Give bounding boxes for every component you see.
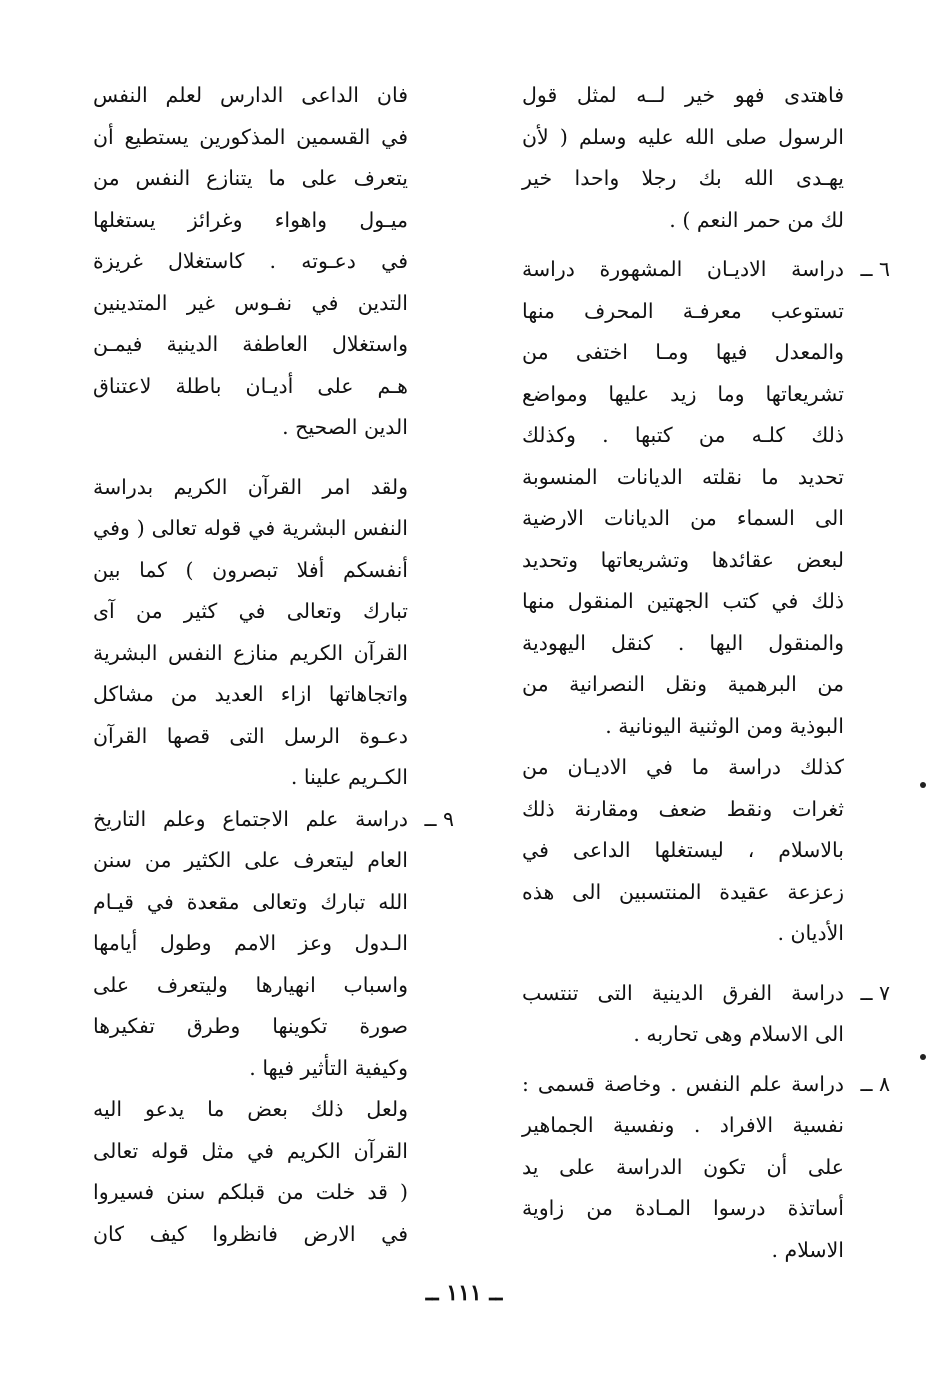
text-line xyxy=(522,973,890,1015)
paragraph-continuation xyxy=(522,75,844,241)
text-line: لك من حمر النعم ) . xyxy=(669,207,844,232)
text-line: القرآن الكريم منازع النفس البشرية xyxy=(93,640,408,665)
text-line: ذلك كلـه من كتبها . وكذلك xyxy=(522,423,844,447)
text-line: والمنقول اليها . كنقل اليهودية xyxy=(522,630,844,655)
paragraph xyxy=(93,1089,454,1255)
item-number: ٩ ــ xyxy=(424,806,454,831)
text-line: الاسلام . xyxy=(771,1237,844,1262)
margin-mark xyxy=(920,1054,926,1060)
text-line xyxy=(522,1064,890,1106)
text-line: نفسية الافراد . ونفسية الجماهير xyxy=(522,1113,844,1137)
text-line: يهـدى الله بك رجلا واحدا خير xyxy=(522,166,844,190)
text-line: تستوعب معرفـة المحرف منها xyxy=(522,298,844,323)
text-line xyxy=(522,249,890,291)
text-line: الله تبارك وتعالى مقعدة في قيـام xyxy=(93,889,408,914)
text-line: يتعرف على ما يتنازع النفس من xyxy=(93,166,408,190)
paragraph xyxy=(93,75,408,449)
text-line: الـدول وعز الامم وطول أيامها xyxy=(93,931,408,955)
text-line: ولعل ذلك بعض ما يدعو اليه xyxy=(93,1097,408,1121)
text-line: زعزعة عقيدة المنتسبين الى هذه xyxy=(522,879,844,904)
text-line: ولقد امر القرآن الكريم بدراسة xyxy=(93,474,408,499)
text-line: البوذية ومن الوثنية اليونانية . xyxy=(605,713,844,738)
text-line: العام ليتعرف على الكثير من سنن xyxy=(93,848,408,872)
text-line: تشريعاتها وما زيد عليها ومواضع xyxy=(522,381,844,406)
right-column xyxy=(522,75,890,1271)
text-line: الى الاسلام وهى تحاربه . xyxy=(633,1022,844,1046)
text-line: فاهتدى فهو خير لــه لمثل قول xyxy=(522,83,844,107)
text-line: ميـول واهواء وغرائز يستغلها xyxy=(93,207,408,232)
item-number: ٦ ــ xyxy=(860,257,890,281)
list-item-7 xyxy=(522,973,890,1056)
text-line-content: دراسة الاديـان المشهورة دراسة xyxy=(522,257,844,281)
text-line: في القسمين المذكورين يستطيع أن xyxy=(93,124,408,149)
text-line: التدين في نفـوس غير المتدينين xyxy=(93,290,408,315)
text-line: في دعـوته . كاستغلال غريزة xyxy=(93,249,408,273)
text-line: النفس البشرية في قوله تعالى ( وفي xyxy=(93,516,408,540)
item-number: ٨ ــ xyxy=(860,1071,890,1096)
text-line: ثغرات ونقط ضعف ومقارنة ذلك xyxy=(522,796,844,821)
text-line: من البرهمية ونقل النصرانية من xyxy=(522,672,844,696)
text-line: أساتذة درسوا المـادة من زاوية xyxy=(522,1196,844,1220)
list-item-6 xyxy=(522,249,890,955)
text-line xyxy=(93,799,454,841)
text-line-content: دراسة علم النفس . وخاصة قسمى : xyxy=(522,1071,844,1096)
margin-mark xyxy=(920,782,926,788)
text-line-content: دراسة الفرق الدينية التى تنتسب xyxy=(522,980,844,1005)
text-line: على أن تكون الدراسة على يد xyxy=(522,1154,844,1179)
text-line: صورة تكوينها وطرق تفكيرها xyxy=(93,1014,408,1038)
text-line: في الارض فانظروا كيف كان xyxy=(93,1221,408,1246)
text-line-content: دراسة علم الاجتماع وعلم التاريخ xyxy=(93,806,408,831)
text-line: بالاسلام ، ليستغلها الداعى في xyxy=(522,838,844,862)
text-line: واسباب انهيارها وليتعرف على xyxy=(93,972,408,997)
text-line: الأديان . xyxy=(777,921,844,945)
text-line: القرآن الكريم في مثل قوله تعالى xyxy=(93,1138,408,1163)
item-number: ٧ ــ xyxy=(860,980,890,1005)
text-line: تحديد ما نقلته الديانات المنسوبة xyxy=(522,464,844,489)
text-line: وكيفية التأثير فيها . xyxy=(249,1055,408,1080)
paragraph xyxy=(93,467,408,799)
text-line: والمعدل فيها ومـا اختفى من xyxy=(522,340,844,364)
text-line: دعـوة الرسل التى قصها القرآن xyxy=(93,723,408,748)
text-line: لبعض عقائدها وتشريعاتها وتحديد xyxy=(522,547,844,572)
text-line: الرسول صلى الله عليه وسلم ( لأن xyxy=(522,124,844,149)
text-line: تبارك وتعالى في كثير من آى xyxy=(93,599,408,623)
text-line: أنفسكم أفلا تبصرون ) كما بين xyxy=(93,557,408,582)
text-line: هـم على أديـان باطلة لاعتناق xyxy=(93,373,408,398)
text-line: الدين الصحيح . xyxy=(282,415,408,439)
list-item-8 xyxy=(522,1064,890,1272)
left-column xyxy=(93,75,454,1255)
text-line: الكـريم علينا . xyxy=(290,765,408,789)
text-line: فان الداعى الدارس لعلم النفس xyxy=(93,83,408,107)
text-line: ( قد خلت من قبلكم سنن فسيروا xyxy=(93,1180,408,1204)
text-line: كذلك دراسة ما في الاديـان من xyxy=(522,755,844,779)
list-item-9 xyxy=(93,799,454,1090)
text-line: واتجاهاتها ازاء العديد من مشاكل xyxy=(93,682,408,706)
page-number: ــ ١١١ ــ xyxy=(425,1280,503,1306)
text-line: واستغلال العاطفة الدينية فيمـن xyxy=(93,332,408,356)
text-line: ذلك في كتب الجهتين المنقول منها xyxy=(522,589,844,613)
text-line: الى السماء من الديانات الارضية xyxy=(522,506,844,530)
